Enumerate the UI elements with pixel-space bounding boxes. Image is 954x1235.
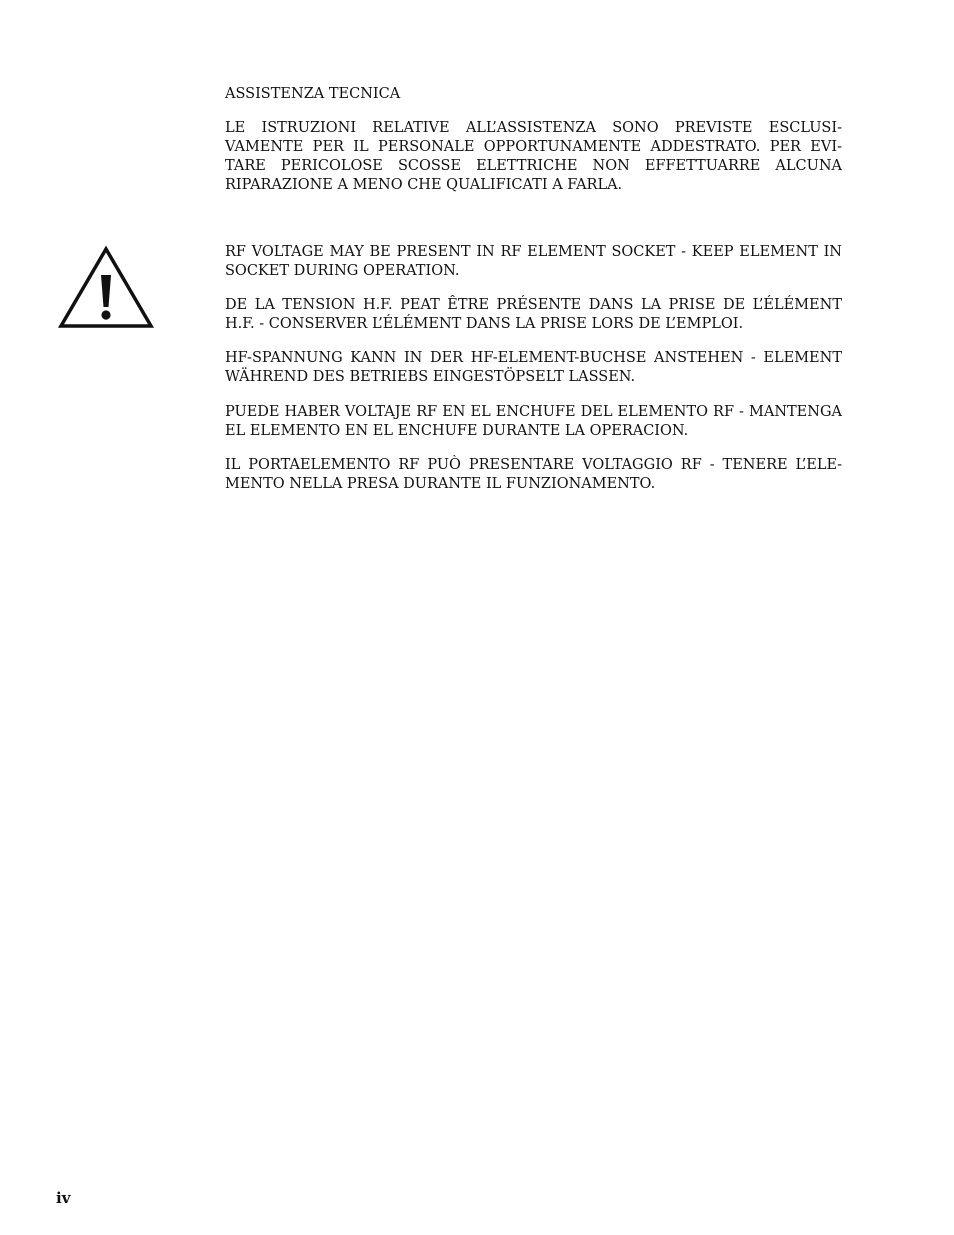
warning-text-it: IL PORTAELEMENTO RF PUÒ PRESENTARE VOLTAGGIO RF - TENERE L’ELEMENTO NELLA PRESA DURANTE IL FUNZIONAMENTO.: [225, 457, 842, 492]
warning-english: [225, 243, 842, 281]
warning-text-de: HF-SPANNUNG KANN IN DER HF-ELEMENT-BUCHSE ANSTEHEN - ELEMENT WÄHREND DES BETRIEBS EINGESTÖPSELT LASSEN.: [225, 350, 842, 385]
warning-text-en: RF VOLTAGE MAY BE PRESENT IN RF ELEMENT SOCKET - KEEP ELEMENT IN SOCKET DURING OPERATION.: [225, 244, 842, 279]
warning-text-fr: DE LA TENSION H.F. PEAT ÊTRE PRÉSENTE DANS LA PRISE DE L’ÉLÉMENT H.F. - CONSERVER L’ÉLÉMENT DANS LA PRISE LORS DE L’EMPLOI.: [225, 297, 842, 332]
warning-german: [225, 349, 842, 387]
warning-french: [225, 296, 842, 334]
service-text: LE ISTRUZIONI RELATIVE ALL’ASSISTENZA SONO PREVISTE ESCLUSIVAMENTE PER IL PERSONALE OPPORTUNAMENTE ADDESTRATO. PER EVITARE PERICOLOSE SCOSSE ELETTRICHE NON EFFETTUARRE ALCUNA RIPARAZIONE A MENO CHE QUALIFICATI A FARLA.: [225, 120, 842, 193]
warning-italian: [225, 456, 842, 494]
warning-spanish: [225, 403, 842, 441]
service-paragraph: [225, 119, 842, 195]
service-heading: ASSISTENZA TECNICA: [225, 86, 401, 102]
warning-text-es: PUEDE HABER VOLTAJE RF EN EL ENCHUFE DEL ELEMENTO RF - MANTENGA EL ELEMENTO EN EL ENCHUFE DURANTE LA OPERACION.: [225, 404, 842, 439]
warning-triangle-icon: [57, 245, 155, 330]
page-number: iv: [56, 1189, 71, 1207]
